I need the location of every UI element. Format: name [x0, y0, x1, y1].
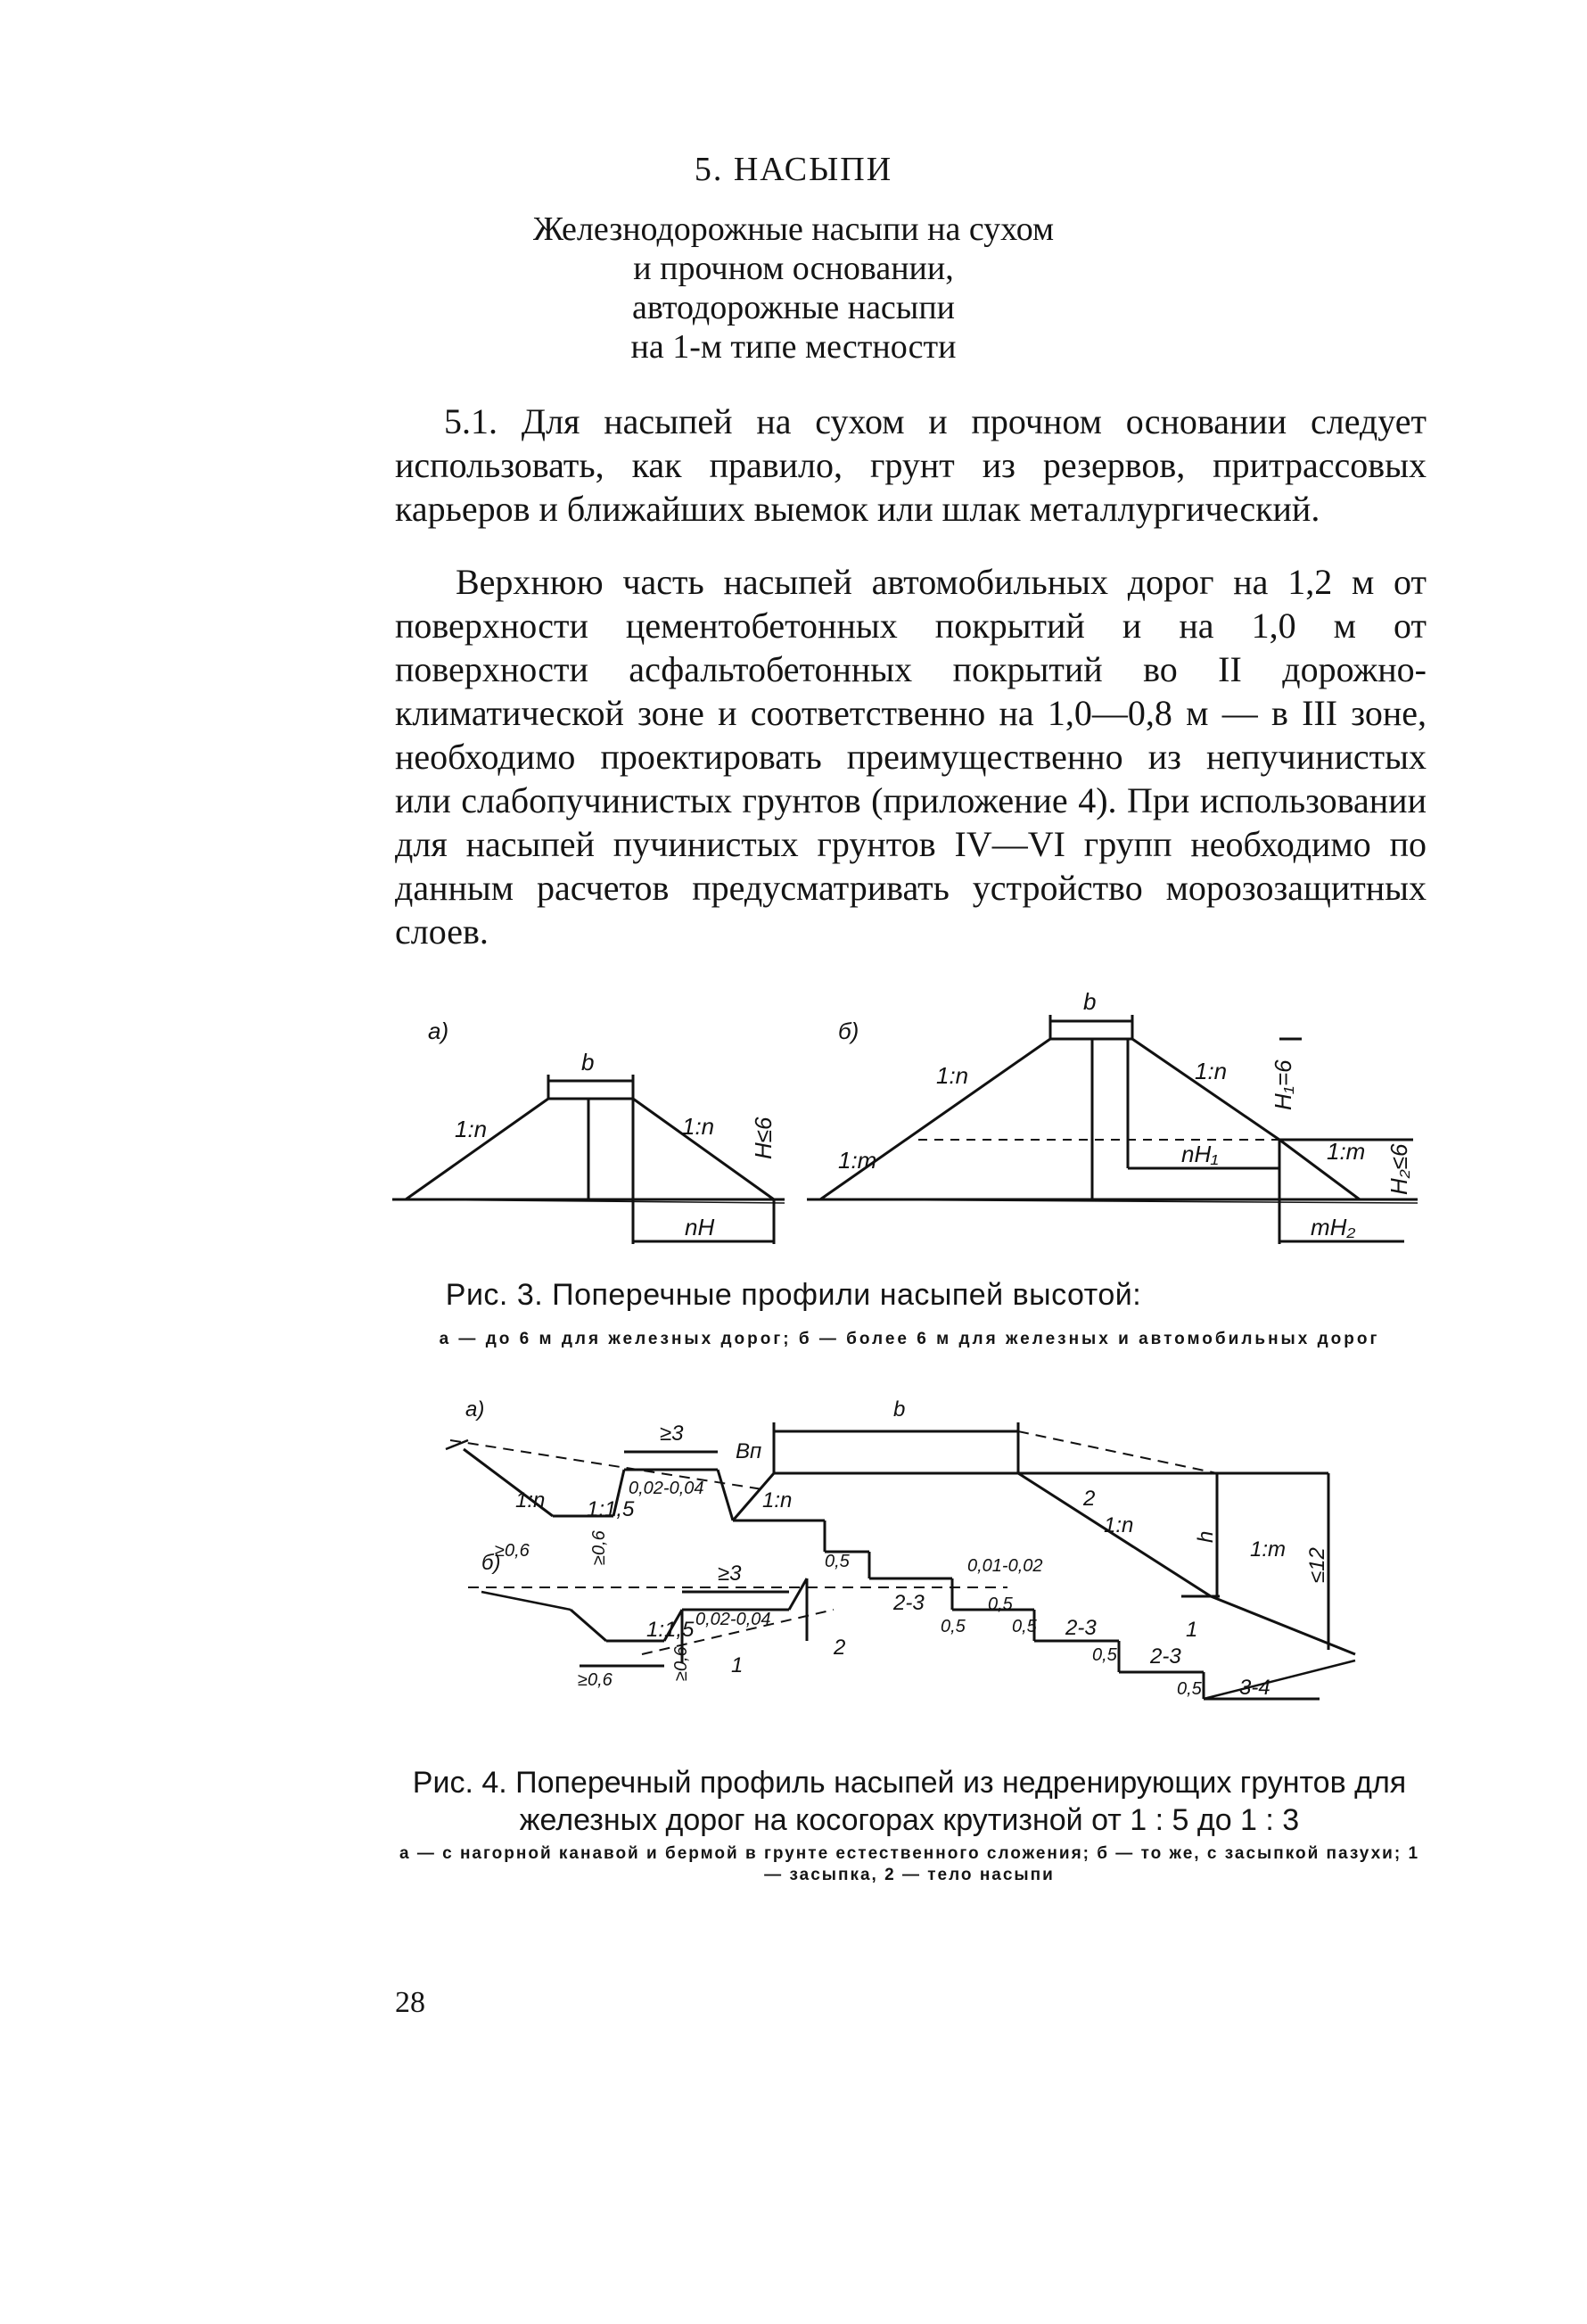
fig4-label-1n-right: 1:n — [1104, 1513, 1134, 1537]
fig4-label-a: а) — [465, 1397, 485, 1422]
fig4-label-ge06-v: ≥0,6 — [589, 1530, 609, 1565]
fig3-label-slope-n-right: 1:n — [682, 1113, 715, 1140]
fig4-label-05-a: 0,5 — [825, 1552, 850, 1571]
fig4-label-1n-left: 1:n — [515, 1488, 546, 1512]
fig4-label-23-b: 2-3 — [1065, 1616, 1097, 1640]
subtitle-line-1: Железнодорожные насыпи на сухом — [532, 210, 1055, 248]
fig3-label-slope-n-b-right: 1:n — [1195, 1058, 1228, 1084]
fig3-label-mh2: mH₂ — [1311, 1214, 1356, 1240]
fig3-label-slope-n-b-left: 1:n — [936, 1062, 969, 1089]
fig4-label-b: b — [893, 1397, 906, 1422]
section-title: 5. НАСЫПИ — [694, 151, 893, 188]
fig4-label-ge06-b: ≥0,6 — [578, 1670, 613, 1690]
fig4-label-ge06-top: ≥0,6 — [495, 1541, 530, 1561]
fig3-label-b-width-b: b — [1083, 988, 1097, 1015]
fig4-label-3-one: 1 — [1186, 1618, 1198, 1642]
fig3-label-slope-m-b-left: 1:m — [838, 1147, 877, 1174]
figure-4-legend: а — с нагорной канавой и бермой в грунте естественного сложения; б — то же, с засыпкой пазухи; 1 — засыпка, 2 — тело насыпи — [399, 1844, 1420, 1884]
fig3-label-nh: nH — [685, 1214, 715, 1240]
fig4-label-23-a: 2-3 — [893, 1591, 925, 1615]
figure-4-caption: Рис. 4. Поперечный профиль насыпей из недренирующих грунтов для железных дорог на косогорах крутизной от 1 : 5 до 1 : 3 — [412, 1766, 1407, 1837]
figure-3-legend: а — до 6 м для железных дорог; б — более 6 м для железных и автомобильных дорог — [439, 1330, 1380, 1348]
fig4-label-34: 3-4 — [1239, 1676, 1270, 1700]
fig4-label-15: 1:1,5 — [587, 1497, 635, 1521]
fig4-label-ge3: ≥3 — [660, 1422, 684, 1446]
fig4-label-23-c: 2-3 — [1150, 1644, 1181, 1669]
fig3-label-slope-n-left: 1:n — [455, 1116, 488, 1142]
fig4-label-bp: Bп — [736, 1439, 762, 1463]
fig4-label-05-f: 0,5 — [1177, 1679, 1202, 1699]
fig4-label-ge3-b: ≥3 — [718, 1562, 742, 1586]
fig4-label-05-e: 0,5 — [1092, 1645, 1117, 1665]
fig3-label-b-width: b — [581, 1049, 595, 1075]
fig3-label-h1: H₁=6 — [1270, 1059, 1296, 1110]
page-number: 28 — [395, 1986, 425, 2019]
fig3-label-a: а) — [428, 1018, 449, 1044]
fig4-label-h: h — [1194, 1530, 1218, 1543]
fig3-label-h2: H₂≤6 — [1386, 1143, 1412, 1195]
fig4-label-2-top: 2 — [1083, 1487, 1096, 1511]
subtitle-line-2: и прочном основании, — [633, 250, 954, 287]
fig4-label-one: 1 — [731, 1653, 744, 1677]
subtitle-line-4: на 1-м типе местности — [630, 328, 957, 366]
fig4-label-05-d: 0,5 — [1012, 1617, 1037, 1636]
paragraph-5-1: 5.1. Для насыпей на сухом и прочном основании следует использовать, как правило, грунт из резервов, притрассовых карьеров и ближайших выемок или шлак металлургический. — [395, 401, 1427, 529]
fig4-label-berm-slope2: 0,01-0,02 — [967, 1556, 1043, 1576]
fig4-label-1m: 1:m — [1250, 1537, 1287, 1562]
paragraph-upper-part: Верхнюю часть насыпей автомобильных дорог на 1,2 м от поверхности цементобетонных покрытий и на 1,0 м от поверхности асфальтобетонных покрытий во II дорожно-климатической зоне и соответственно на 1,0—0,8 м — в III зоне, необходимо проектировать преимущественно из непучинистых или слабопучинистых грунтов (приложение 4). При использовании для насыпей пучинистых грунтов IV—VI групп необходимо по данным расчетов предусматривать устройство морозозащитных слоев. — [395, 562, 1427, 952]
fig4-label-05-c: 0,5 — [941, 1617, 966, 1636]
fig4-label-ge06-bv: ≥0,6 — [671, 1646, 691, 1681]
fig4-label-1n-mid: 1:n — [762, 1488, 793, 1512]
fig4-label-15-b: 1:1,5 — [646, 1618, 695, 1642]
fig4-label-berm-slope: 0,02-0,04 — [629, 1479, 704, 1498]
fig3-label-nh1: nH₁ — [1181, 1141, 1219, 1167]
fig4-label-le12: ≤12 — [1305, 1547, 1329, 1583]
fig3-label-h: H≤6 — [750, 1117, 777, 1159]
fig3-label-slope-m-b-right: 1:m — [1327, 1138, 1366, 1165]
fig3-label-bsub: б) — [838, 1018, 859, 1044]
fig4-label-05-b: 0,5 — [988, 1595, 1013, 1614]
figure-3-caption: Рис. 3. Поперечные профили насыпей высотой: — [445, 1278, 1142, 1312]
fig4-label-two-b: 2 — [834, 1636, 846, 1660]
subtitle-line-3: автодорожные насыпи — [631, 289, 956, 326]
fig4-label-berm-slope-b: 0,02-0,04 — [695, 1610, 771, 1629]
fig4-label-b-sub: б) — [481, 1551, 501, 1575]
